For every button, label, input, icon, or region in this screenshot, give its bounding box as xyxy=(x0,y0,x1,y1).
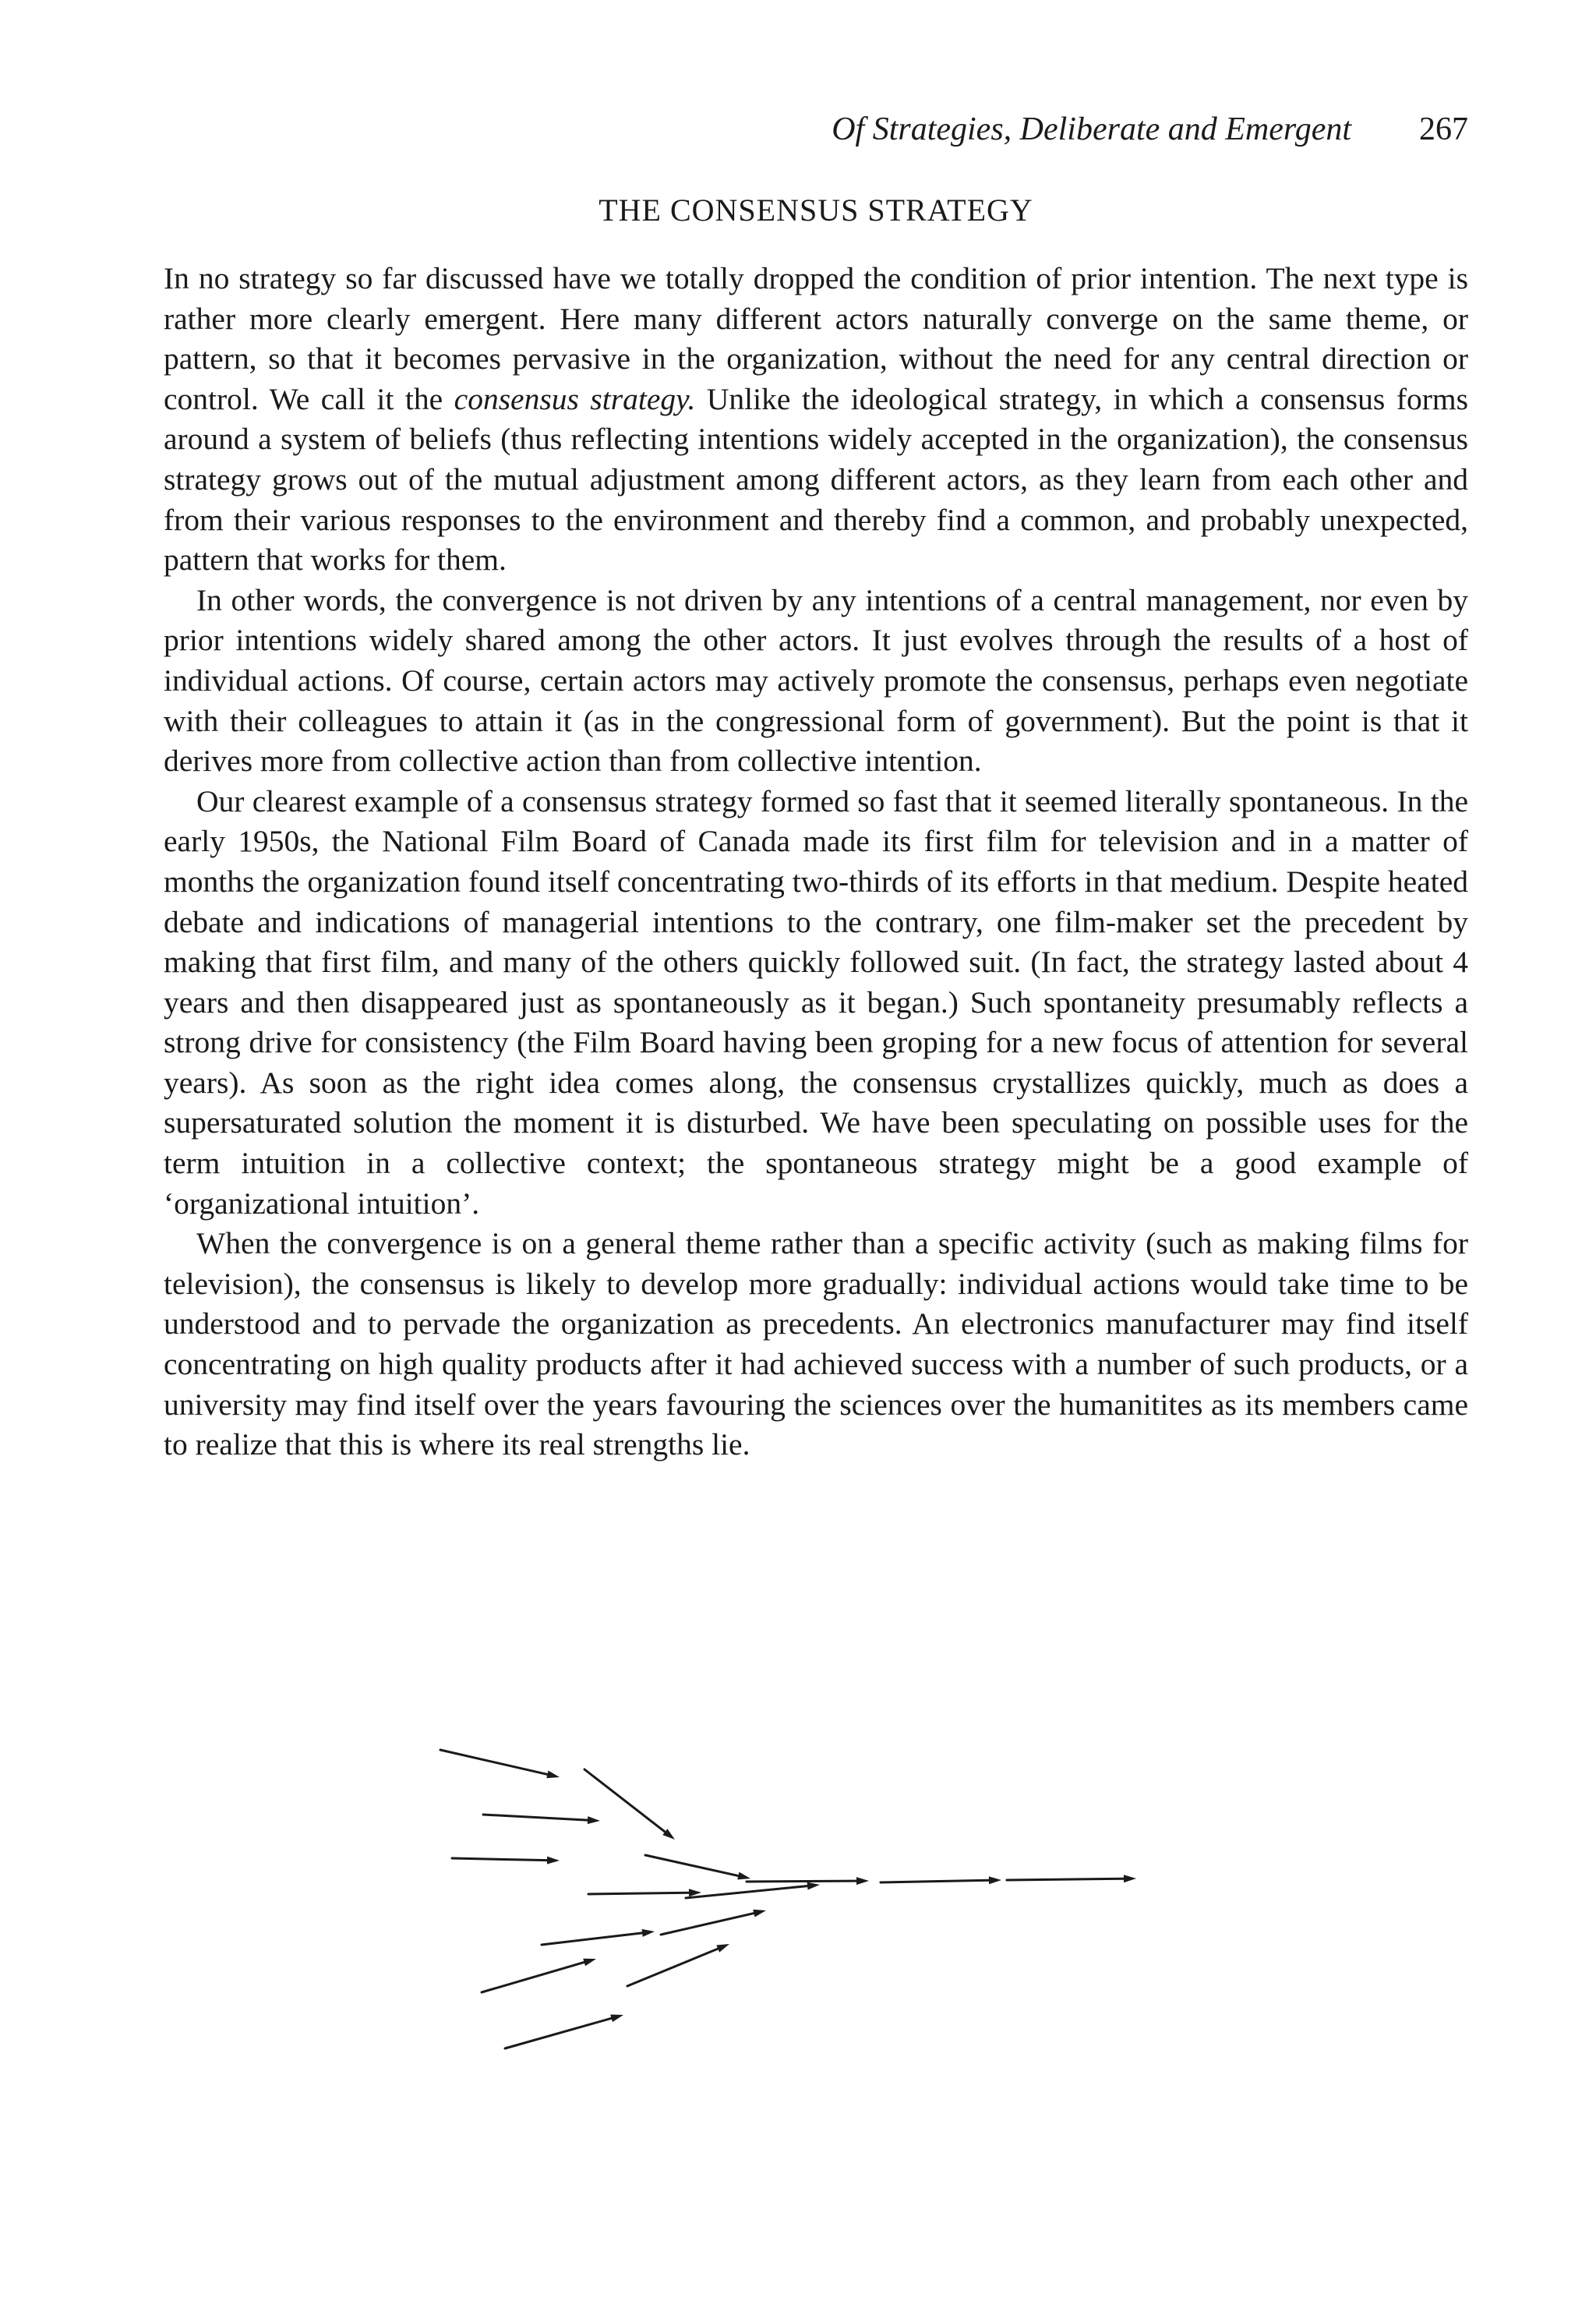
arrow-icon xyxy=(588,1889,701,1896)
arrow-shaft xyxy=(505,2018,612,2048)
arrow-shaft xyxy=(588,1893,689,1894)
arrow-shaft xyxy=(1007,1879,1124,1880)
arrow-shaft xyxy=(881,1880,989,1882)
paragraph-1-before: In no strategy so far discussed have we totally dropped the condition of prior intention. The next type is rather more clearly emergent. Here many different actors naturally converge on the same theme, or pattern, so that it becomes pervasive in the organization, without the need for any central direction or control. We call it the xyxy=(164,261,1468,416)
arrow-shaft xyxy=(584,1769,665,1832)
arrow-icon xyxy=(661,1910,766,1935)
arrow-shaft xyxy=(627,1949,718,1986)
arrow-icon xyxy=(542,1929,655,1945)
arrow-icon xyxy=(505,2015,623,2048)
arrow-head xyxy=(546,1771,560,1779)
arrow-shaft xyxy=(440,1750,547,1774)
arrow-icon xyxy=(482,1959,596,1992)
paragraph-2: In other words, the convergence is not driven by any intentions of a central management, nor even by prior intentions widely shared among the other actors. It just evolves through the results of a host of individual actions. Of course, certain actors may actively promote the consensus, perhaps even negotiate with their colleagues to attain it (as in the congressional form of government). But the point is that it derives more from collective action than from collective intention. xyxy=(164,582,1468,779)
arrow-head xyxy=(610,2015,623,2023)
paragraph-1 xyxy=(164,259,1468,581)
page-number: 267 xyxy=(1419,111,1468,147)
converging-arrows xyxy=(440,1750,1136,2048)
arrow-shaft xyxy=(542,1933,642,1945)
arrow-head xyxy=(583,1959,596,1967)
arrow-head xyxy=(642,1929,655,1937)
arrow-shaft xyxy=(452,1858,547,1861)
arrow-icon xyxy=(1007,1875,1136,1882)
section-heading: THE CONSENSUS STRATEGY xyxy=(598,193,1033,228)
arrow-head xyxy=(716,1944,729,1953)
paragraph-3: Our clearest example of a consensus strategy formed so fast that it seemed literally spontaneous. In the early 1950s, the National Film Board of Canada made its first film for television and in a matter of months the organization found itself concentrating two-thirds of its efforts in that medium. Despite heated debate and indications of managerial intentions to the contrary, one film-maker set the precedent by making that first film, and many of the others quickly followed suit. (In fact, the strategy lasted about 4 years and then disappeared just as spontaneously as it began.) Such spontaneity presumably reflects a strong drive for consistency (the Film Board having been groping for a new focus of attention for several years). As soon as the right idea comes along, the consensus crystallizes quickly, much as does a supersaturated solution the moment it is disturbed. We have been speculating on possible uses for the term intuition in a collective context; the spontaneous strategy might be a good example of ‘organizational intuition’. xyxy=(164,783,1468,1221)
arrow-shaft xyxy=(483,1815,588,1820)
arrow-head xyxy=(807,1882,820,1890)
arrow-head xyxy=(588,1816,600,1824)
arrow-shaft xyxy=(747,1881,856,1882)
arrow-shaft xyxy=(482,1962,584,1992)
paragraph-1-after: Unlike the ideological strategy, in which a consensus forms around a system of beliefs (thus reflecting intentions widely accepted in the organization), the consensus strategy grows out of the mutual adjustment among different actors, as they learn from each other and from their various responses to the environment and thereby find a common, and probably unexpected, pattern that works for them. xyxy=(164,381,1468,578)
arrow-icon xyxy=(440,1750,560,1778)
arrow-icon xyxy=(627,1944,729,1986)
arrow-head xyxy=(753,1910,766,1917)
arrow-icon xyxy=(645,1855,750,1879)
arrow-head xyxy=(1124,1875,1136,1882)
arrow-head xyxy=(737,1872,750,1880)
paragraph-4: When the convergence is on a general theme rather than a specific activity (such as making films for television), the consensus is likely to develop more gradually: individual actions would take time to be understood and to pervade the organization as precedents. An electronics manufacturer may find itself concentrating on high quality products after it had achieved success with a number of such products, or a university may find itself over the years favouring the sciences over the humanitites as its members came to realize that this is where its real strengths lie. xyxy=(164,1226,1468,1462)
arrow-head xyxy=(689,1889,701,1896)
consensus-strategy-diagram xyxy=(421,1738,1200,2112)
arrow-head xyxy=(856,1877,869,1885)
arrow-head xyxy=(989,1876,1001,1884)
running-head xyxy=(164,111,1468,157)
arrow-shaft xyxy=(686,1886,807,1898)
paragraph-1-emphasis: consensus strategy. xyxy=(454,381,696,416)
arrow-head xyxy=(547,1857,560,1864)
running-title: Of Strategies, Deliberate and Emergent xyxy=(832,111,1351,147)
body-text xyxy=(164,259,1468,1465)
arrow-icon xyxy=(881,1876,1001,1884)
arrow-shaft xyxy=(661,1914,754,1935)
arrow-icon xyxy=(452,1857,560,1864)
arrow-icon xyxy=(584,1769,675,1840)
arrow-icon xyxy=(483,1815,600,1824)
arrow-icon xyxy=(686,1882,820,1898)
arrow-shaft xyxy=(645,1855,738,1876)
